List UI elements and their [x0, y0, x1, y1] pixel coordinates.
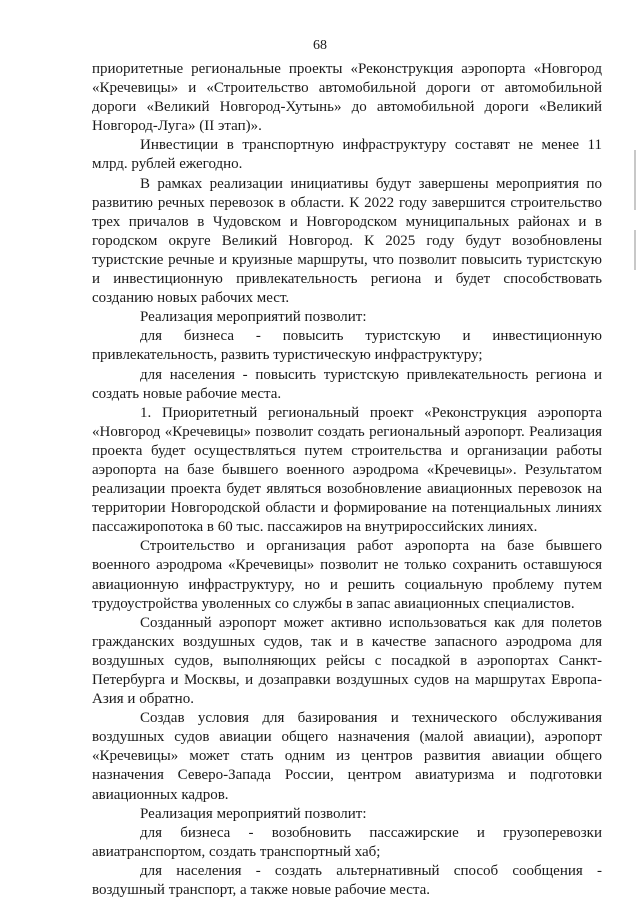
- paragraph: для населения - создать альтернативный способ сообщения - воздушный транспорт, а также новые рабочие места.: [92, 862, 602, 899]
- paragraph: приоритетные региональные проекты «Реконструкция аэропорта «Новгород «Кречевицы» и «Строительство автомобильной дороги от автомобильной дороги «Великий Новгород-Хутынь» до автомобильной дороги «Великий Новгород-Луга» (II этап)».: [92, 61, 602, 135]
- paragraph: В рамках реализации инициативы будут завершены мероприятия по развитию речных перевозок в области. К 2022 году завершится строительство трех причалов в Чудовском и Новгородском муниципальных районах и в городском округе Великий Новгород. К 2025 году будут возобновлены туристские речные и круизные маршруты, что позволит повысить туристскую и инвестиционную привлекательность региона и будет способствовать созданию новых рабочих мест.: [92, 175, 602, 307]
- paragraph: Создав условия для базирования и технического обслуживания воздушных судов авиации общего назначения (малой авиации), аэропорт «Кречевицы» может стать одним из центров развития авиации общего назначения Северо-Запада России, центром авиатуризма и подготовки авиационных кадров.: [92, 710, 602, 803]
- paragraph: для бизнеса - возобновить пассажирские и грузоперевозки авиатранспортом, создать транспортный хаб;: [92, 824, 602, 860]
- paragraph: Строительство и организация работ аэропорта на базе бывшего военного аэродрома «Кречевицы» позволит не только сохранить оставшуюся авиационную инфраструктуру, но и решить социальную проблему путем трудоустройства уволенных со службы в запас авиационных специалистов.: [92, 538, 602, 612]
- paragraph: Созданный аэропорт может активно использоваться как для полетов гражданских воздушных судов, так и в качестве запасного аэродрома для воздушных судов, выполняющих рейсы с посадкой в аэропортах Санкт-Петербурга и Москвы, и дозаправки воздушных судов на маршрутах Европа-Азия и обратно.: [92, 614, 602, 708]
- scan-margin-mark: [634, 230, 636, 270]
- document-body: [92, 60, 602, 900]
- scan-margin-mark: [634, 150, 636, 210]
- paragraph: 1. Приоритетный региональный проект «Реконструкция аэропорта «Новгород «Кречевицы» позволит создать региональный аэропорт. Реализация проекта будет осуществляться путем строительства и организации работы аэропорта на базе бывшего военного аэродрома «Кречевицы». Результатом реализации проекта будет являться возобновление авиационных перевозок на территории Новгородской области и формирование на потенциальных линиях пассажиропотока в 60 тыс. пассажиров на внутрироссийских линиях.: [92, 404, 602, 536]
- paragraph: для бизнеса - повысить туристскую и инвестиционную привлекательность, развить туристическую инфраструктуру;: [92, 328, 602, 364]
- page-number: 68: [313, 38, 327, 53]
- paragraph: Реализация мероприятий позволит:: [140, 309, 367, 326]
- paragraph: Инвестиции в транспортную инфраструктуру составят не менее 11 млрд. рублей ежегодно.: [92, 137, 602, 173]
- paragraph: для населения - повысить туристскую привлекательность региона и создать новые рабочие места.: [92, 366, 602, 402]
- paragraph: Реализация мероприятий позволит:: [140, 805, 367, 822]
